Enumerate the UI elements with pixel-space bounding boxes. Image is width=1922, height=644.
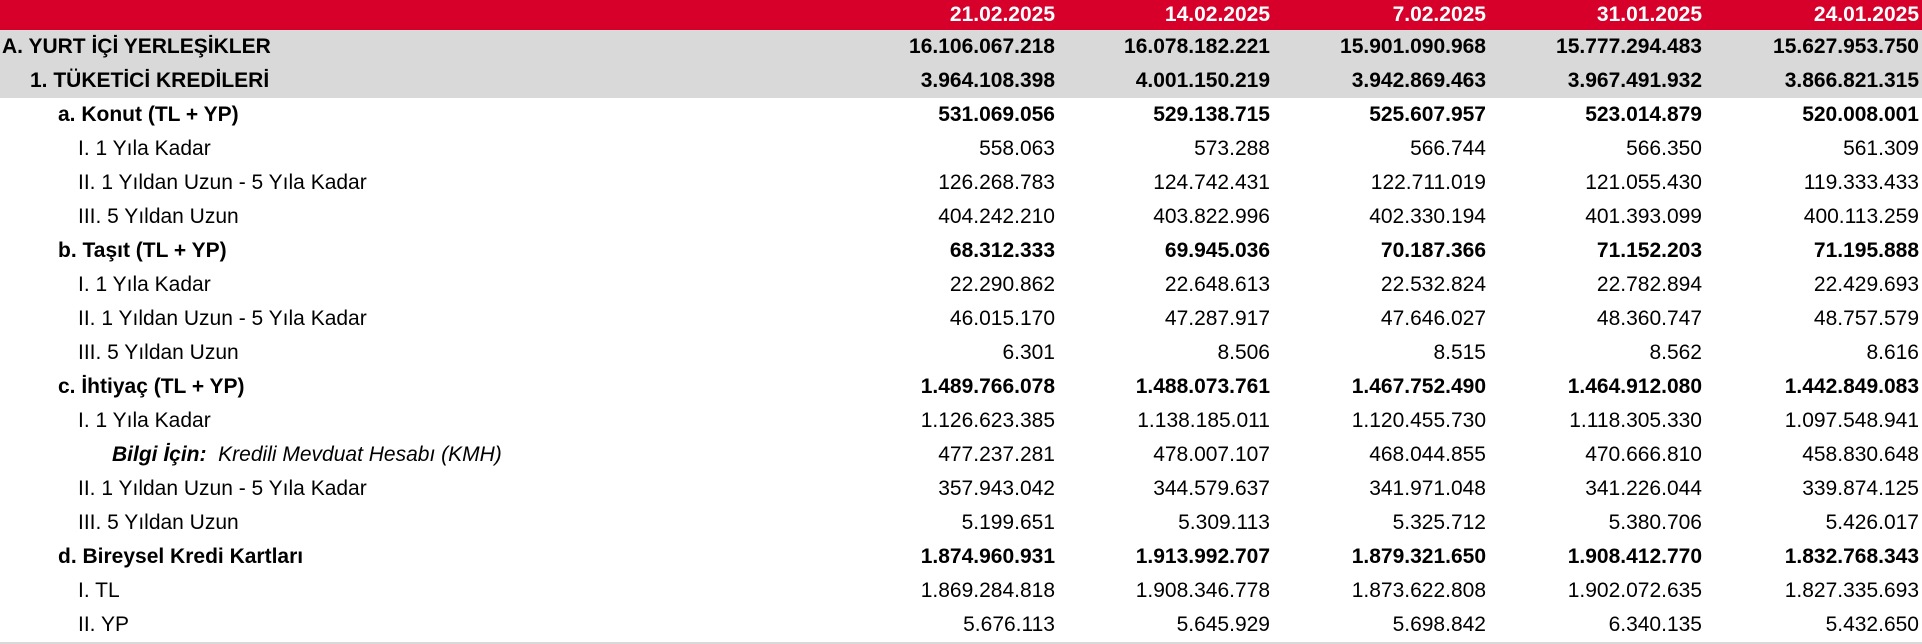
cell-value: 558.063 [979,137,1055,160]
header-label-cell [0,0,863,30]
cell-value: 119.333.433 [1803,171,1919,194]
column-header-date: 31.01.2025 [1596,3,1702,26]
cell-value: 1.118.305.330 [1569,409,1702,432]
cell-value: 8.616 [1866,341,1919,364]
cell-value: 3.967.491.932 [1567,69,1702,92]
cell-value: 70.187.366 [1380,239,1486,262]
cell-value: 1.873.622.808 [1351,579,1486,602]
cell-value: 3.942.869.463 [1351,69,1486,92]
cell-value: 401.393.099 [1585,205,1702,228]
table-row [0,200,1922,234]
cell-value: 3.866.821.315 [1784,69,1919,92]
cell-value: 1.908.346.778 [1135,579,1270,602]
cell-value: 1.908.412.770 [1567,545,1702,568]
cell-value: 1.874.960.931 [920,545,1055,568]
cell-value: 15.627.953.750 [1773,35,1919,58]
table-row [0,234,1922,268]
table-row [0,166,1922,200]
cell-value: 71.195.888 [1813,239,1919,262]
cell-value: 15.901.090.968 [1340,35,1486,58]
cell-value: 46.015.170 [949,307,1055,330]
table-row [0,132,1922,166]
cell-value: 1.913.992.707 [1135,545,1270,568]
cell-value: 22.429.693 [1813,273,1919,296]
cell-value: 5.698.842 [1273,608,1489,643]
cell-value: 8.515 [1433,341,1486,364]
table-row [0,30,1922,64]
cell-value: 400.113.259 [1803,205,1919,228]
cell-value: 1.902.072.635 [1567,579,1702,602]
cell-value: 71.152.203 [1596,239,1702,262]
cell-value: 122.711.019 [1370,171,1486,194]
row-label: I. 1 Yıla Kadar [78,137,211,160]
cell-value: 6.340.135 [1489,608,1705,643]
table-row [0,268,1922,302]
cell-value: 344.579.637 [1153,477,1270,500]
cell-value: 5.380.706 [1608,511,1702,534]
row-label: I. TL [78,579,120,602]
cell-value: 1.464.912.080 [1567,375,1702,398]
cell-value: 4.001.150.219 [1135,69,1270,92]
cell-value: 15.777.294.483 [1556,35,1702,58]
cell-value: 478.007.107 [1153,443,1270,466]
cell-value: 1.488.073.761 [1135,375,1270,398]
cell-value: 403.822.996 [1153,205,1270,228]
cell-value: 561.309 [1843,137,1919,160]
row-label: II. YP [0,608,863,643]
cell-value: 47.287.917 [1164,307,1270,330]
row-label: a. Konut (TL + YP) [58,103,239,126]
cell-value: 523.014.879 [1585,103,1702,126]
cell-value: 520.008.001 [1802,103,1919,126]
cell-value: 5.426.017 [1825,511,1919,534]
row-label [0,438,863,472]
cell-value: 124.742.431 [1153,171,1270,194]
cell-value: 1.442.849.083 [1784,375,1919,398]
cell-value: 48.360.747 [1596,307,1702,330]
table-row [0,574,1922,608]
cell-value: 16.078.182.221 [1124,35,1270,58]
cell-value: 48.757.579 [1813,307,1919,330]
cell-value: 339.874.125 [1802,477,1919,500]
cell-value: 22.648.613 [1164,273,1270,296]
cell-value: 5.309.113 [1178,511,1270,534]
row-label: II. 1 Yıldan Uzun - 5 Yıla Kadar [78,171,367,194]
row-label: I. 1 Yıla Kadar [78,409,211,432]
cell-value: 531.069.056 [938,103,1055,126]
cell-value: 1.832.768.343 [1784,545,1919,568]
cell-value: 341.226.044 [1585,477,1702,500]
column-header-date: 7.02.2025 [1392,3,1486,26]
cell-value: 5.432.650 [1705,608,1922,643]
cell-value: 402.330.194 [1369,205,1486,228]
cell-value: 1.879.321.650 [1351,545,1486,568]
column-header-date: 24.01.2025 [1813,3,1919,26]
table-row [0,472,1922,506]
row-label: c. İhtiyaç (TL + YP) [58,375,245,398]
cell-value: 468.044.855 [1369,443,1486,466]
cell-value: 16.106.067.218 [909,35,1055,58]
cell-value: 525.607.957 [1369,103,1486,126]
cell-value: 1.869.284.818 [920,579,1055,602]
cell-value: 529.138.715 [1153,103,1270,126]
cell-value: 566.350 [1626,137,1702,160]
cell-value: 126.268.783 [938,171,1055,194]
cell-value: 1.138.185.011 [1137,409,1270,432]
cell-value: 1.489.766.078 [920,375,1055,398]
table-row [0,336,1922,370]
table-row [0,438,1922,472]
cell-value: 121.055.430 [1585,171,1702,194]
table-row [0,404,1922,438]
cell-value: 1.097.548.941 [1784,409,1919,432]
table-row [0,608,1922,643]
cell-value: 477.237.281 [938,443,1055,466]
table-row [0,540,1922,574]
cell-value: 1.126.623.385 [920,409,1055,432]
row-label: I. 1 Yıla Kadar [78,273,211,296]
cell-value: 5.645.929 [1058,608,1273,643]
info-label: Kredili Mevduat Hesabı (KMH) [218,443,502,466]
row-label: III. 5 Yıldan Uzun [78,205,239,228]
table-row [0,370,1922,404]
cell-value: 458.830.648 [1802,443,1919,466]
cell-value: 22.782.894 [1596,273,1702,296]
cell-value: 22.290.862 [949,273,1055,296]
cell-value: 69.945.036 [1164,239,1270,262]
cell-value: 47.646.027 [1380,307,1486,330]
cell-value: 357.943.042 [938,477,1055,500]
column-header-date: 21.02.2025 [949,3,1055,26]
cell-value: 5.199.651 [961,511,1055,534]
row-label: A. YURT İÇİ YERLEŞİKLER [2,35,271,58]
table-row [0,98,1922,132]
row-label: III. 5 Yıldan Uzun [78,511,239,534]
cell-value: 1.120.455.730 [1351,409,1486,432]
cell-value: 404.242.210 [938,205,1055,228]
cell-value: 22.532.824 [1380,273,1486,296]
cell-value: 3.964.108.398 [920,69,1055,92]
cell-value: 8.562 [1649,341,1702,364]
cell-value: 1.827.335.693 [1784,579,1919,602]
table-row [0,302,1922,336]
cell-value: 6.301 [1002,341,1055,364]
cell-value: 341.971.048 [1369,477,1486,500]
column-header-date: 14.02.2025 [1164,3,1270,26]
cell-value: 470.666.810 [1585,443,1702,466]
row-label: d. Bireysel Kredi Kartları [58,545,304,568]
cell-value: 1.467.752.490 [1351,375,1486,398]
info-prefix-label: Bilgi İçin: [112,443,207,466]
row-label: III. 5 Yıldan Uzun [78,341,239,364]
row-label: 1. TÜKETİCİ KREDİLERİ [30,69,270,92]
cell-value: 68.312.333 [949,239,1055,262]
table-body [0,30,1922,643]
cell-value: 5.325.712 [1392,511,1486,534]
cell-value: 573.288 [1194,137,1270,160]
row-label: II. 1 Yıldan Uzun - 5 Yıla Kadar [78,307,367,330]
header-row [0,0,1922,30]
table-row [0,64,1922,98]
cell-value: 5.676.113 [863,608,1058,643]
cell-value: 566.744 [1410,137,1486,160]
table-row [0,506,1922,540]
row-label: b. Taşıt (TL + YP) [58,239,227,262]
row-label: II. 1 Yıldan Uzun - 5 Yıla Kadar [78,477,367,500]
cell-value: 8.506 [1217,341,1270,364]
